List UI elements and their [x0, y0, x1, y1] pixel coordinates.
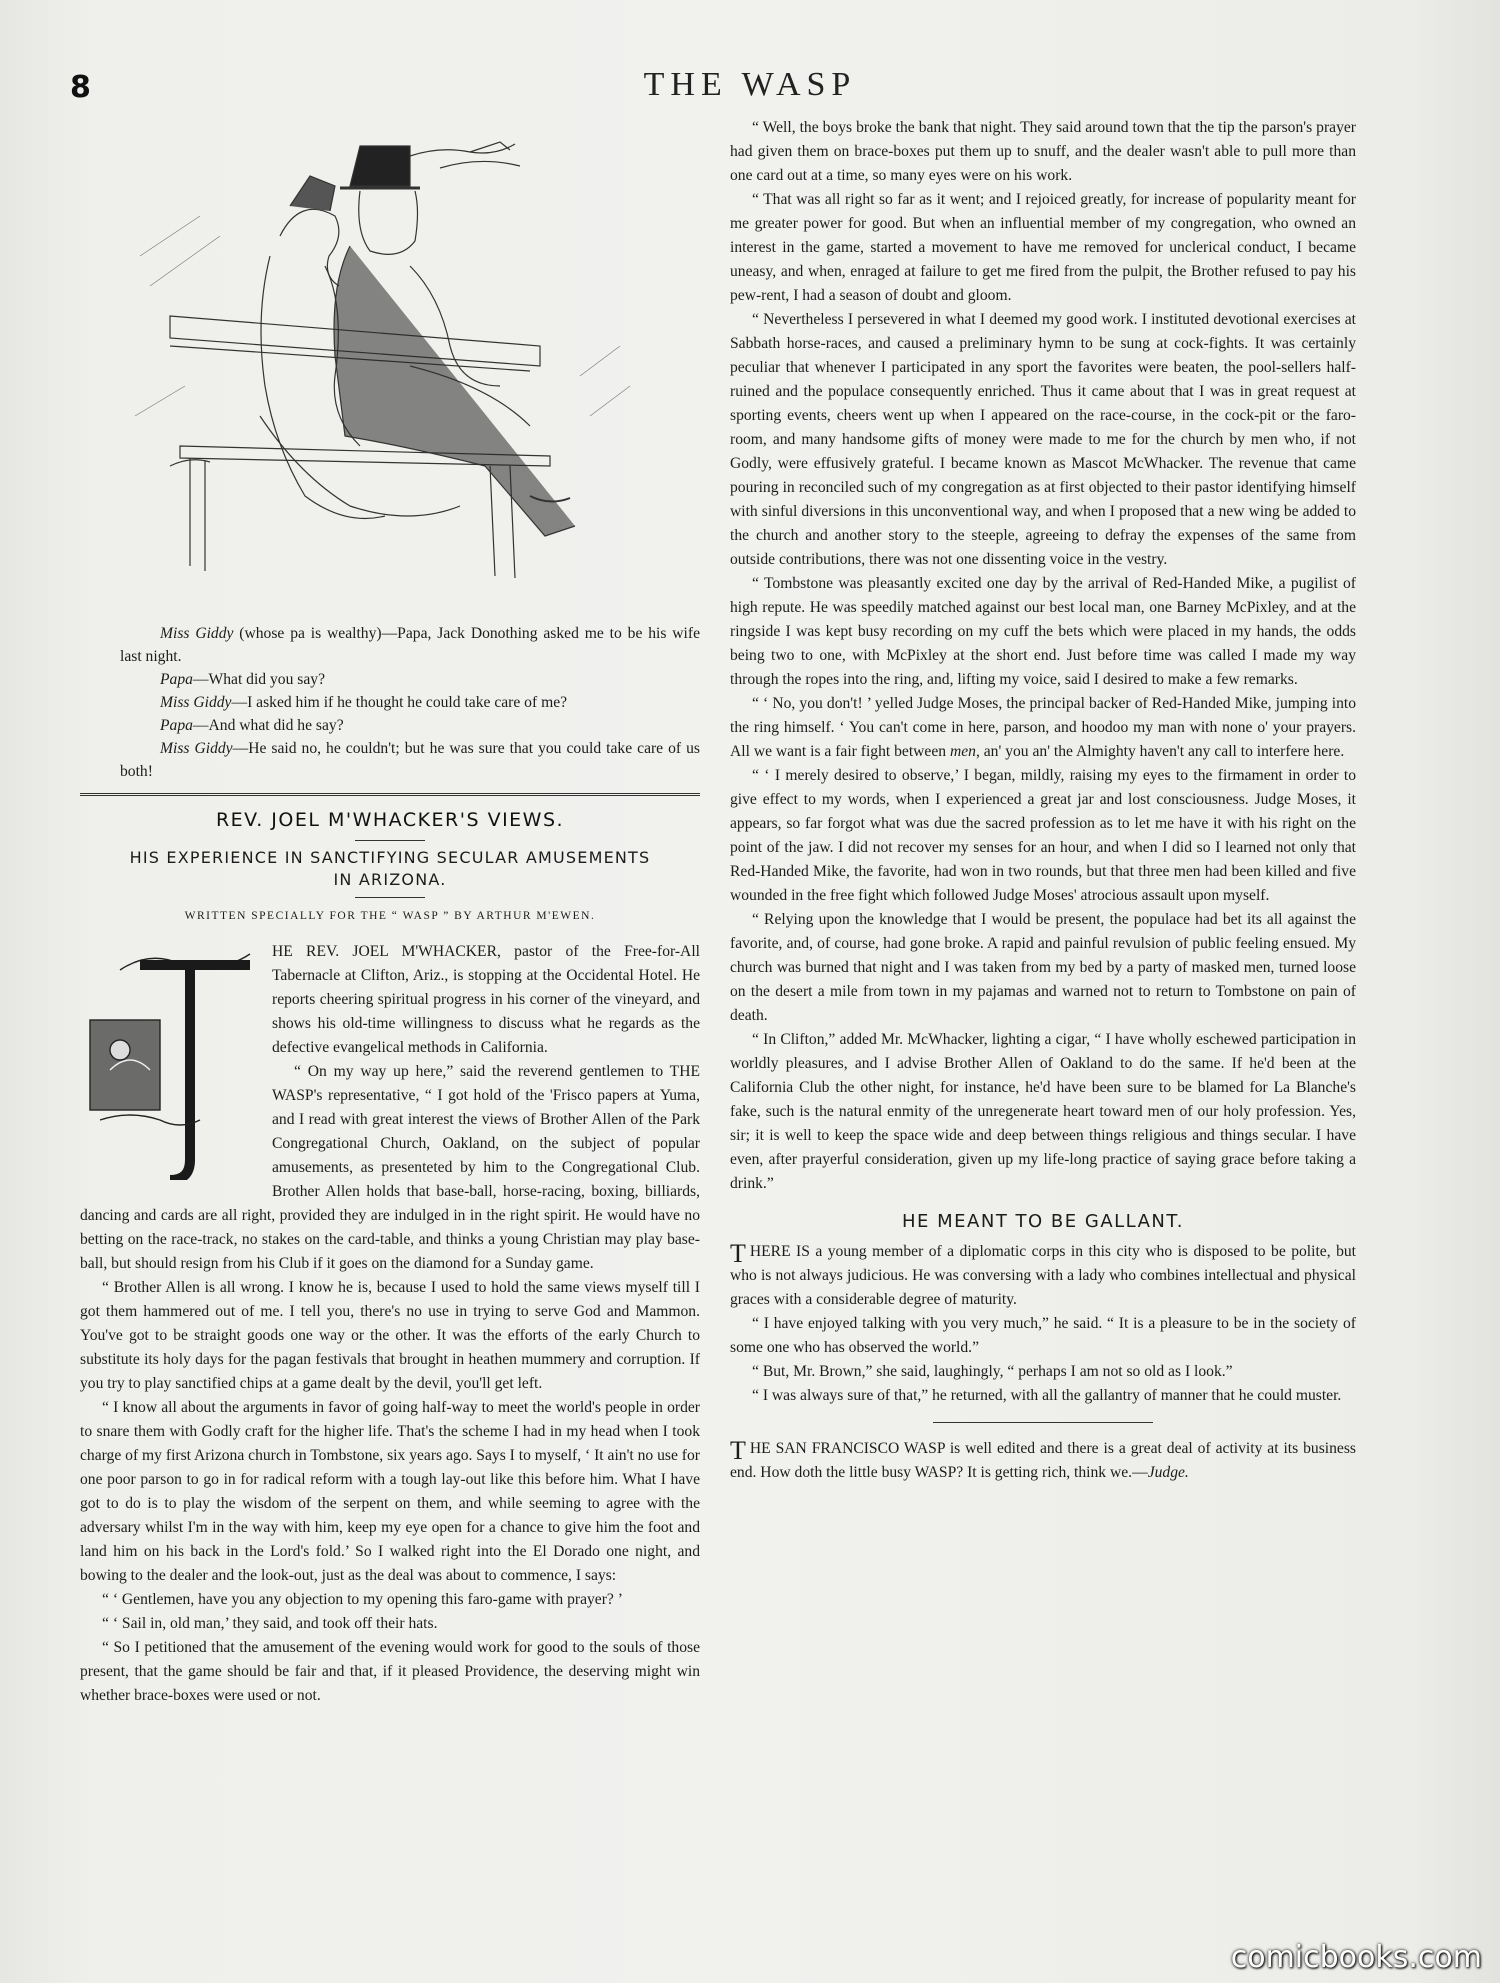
short-divider — [933, 1422, 1153, 1423]
article-paragraph: “ Relying upon the knowledge that I would be present, the populace had bet its all against the favorite, and, of course, had gone broke. A rapid and painful revulsion of public feeling ensued. My church was burned that night and I was taken from my bed by a party of masked men, turned loose on the desert a mile from town in my pajamas and warned not to return to Tombstone on pain of death. — [730, 911, 1356, 1024]
section-divider — [80, 793, 700, 796]
article-byline: WRITTEN SPECIALLY FOR THE “ WASP ” BY ARTHUR M'EWEN. — [184, 910, 596, 922]
article-paragraph: “ That was all right so far as it went; and I rejoiced greatly, for increase of popularity meant for me greater power for good. But when an influential member of my congregation, who owned an interest in the game, started a movement to have me removed for unclerical conduct, I became uneasy, and when, enraged at failure to get me fired from the pulpit, the Brother refused to pay his pew-rent, I had a season of doubt and gloom. — [730, 191, 1356, 304]
caption-line-4: Papa—And what did he say? — [160, 717, 344, 734]
gallant-paragraph-text: HERE IS a young member of a diplomatic corps in this city who is disposed to be polite, but who is not always judicious. He was conversing with a lady who combines intellectual and physical graces with a considerable degree of maturity. — [730, 1243, 1356, 1308]
cartoon-caption — [120, 622, 700, 783]
gallant-headline: HE MEANT TO BE GALLANT. — [902, 1211, 1184, 1232]
article-paragraph: “ ‘ No, you don't! ’ yelled Judge Moses, the principal backer of Red-Handed Mike, jumping into the ring himself. ‘ You can't come in here, parson, and hoodoo my man with none o' your prayers. All we want is a fair fight between men, an' you an' the Almighty haven't any call to interfere here. — [730, 695, 1356, 760]
wasp-note-initial: T — [730, 1436, 746, 1465]
decorative-initial-t — [80, 940, 260, 1180]
article-paragraph: “ On my way up here,” said the reverend gentlemen to THE WASP's representative, “ I got hold of the 'Frisco papers at Yuma, and I read with great interest the views of Brother Allen of the Park Congregational Church, Oakland, on the subject of popular amusements, as presenteted by him to the Congregational Club. Brother Allen holds that base-ball, horse-racing, boxing, billiards, dancing and cards are all right, provided they are indulged in in the right spirit. He would have no betting on the race-track, no stakes on the card-table, and thinks a young Christian may play base-ball, but should resign from his Club if it goes on the diamond for a Sunday game. — [80, 1063, 700, 1272]
article-headline: REV. JOEL M'WHACKER'S VIEWS. — [215, 809, 565, 831]
gallant-paragraph: “ But, Mr. Brown,” she said, laughingly, “ perhaps I am not so old as I look.” — [752, 1363, 1233, 1380]
caption-line-1: Miss Giddy (whose pa is wealthy)—Papa, Jack Donothing asked me to be his wife last night. — [120, 625, 700, 665]
gallant-initial: T — [730, 1239, 746, 1268]
wasp-note-text: HE SAN FRANCISCO WASP is well edited and there is a great deal of activity at its business end. How doth the little busy WASP? It is getting rich, think we.—Judge. — [730, 1440, 1356, 1481]
gallant-paragraph — [730, 1240, 1356, 1312]
article-paragraph: “ ‘ Sail in, old man,’ they said, and took off their hats. — [102, 1615, 438, 1632]
article-paragraph: “ Tombstone was pleasantly excited one day by the arrival of Red-Handed Mike, a pugilist of high repute. He was speedily matched against our best local man, one Barney McPixley, and at the ringside I was kept busy recording on my cuff the bets which were placed in my hands, the odds being two to one, with McPixley at the short end. Just before time was called I made my way through the ropes into the ring, and, lifting my voice, said I desired to make a few remarks. — [730, 575, 1356, 688]
caption-line-5: Miss Giddy—He said no, he couldn't; but he was sure that you could take care of us both! — [120, 740, 700, 780]
wasp-note — [730, 1437, 1356, 1485]
left-column — [80, 116, 700, 1708]
article-paragraph: “ Well, the boys broke the bank that night. They said around town that the tip the parson's prayer had given them on brace-boxes put them up to snuff, and the dealer wasn't able to pull more than one card out at a time, so many eyes were on his work. — [730, 119, 1356, 184]
article-paragraph: “ Brother Allen is all wrong. I know he is, because I used to hold the same views myself till I got them hammered out of me. I tell you, there's no use in trying to serve God and Mammon. You've got to be straight goods one way or the other. It was the efforts of the early Church to substitute its holy days for the pagan festivals that brought in heathen mummery and corruption. If you try to play sanctified chips at a game dealt by the devil, you'll get left. — [80, 1279, 700, 1392]
watermark: comicbooks.com — [1230, 1940, 1482, 1975]
article-paragraph: “ Nevertheless I persevered in what I deemed my good work. I instituted devotional exercises at Sabbath horse-races, and caused a preliminary hymn to be sung at cock-fights. It was certainly peculiar that whenever I participated in any sport the favorites were beaten, the pool-sellers half-ruined and the populace consequently enriched. Thus it came about that I was in great request at sporting events, cheers went up when I appeared on the race-course, in the cock-pit or the faro-room, and many handsome gifts of money were made to me for the church by men who, if not Godly, were effusively grateful. I became known as Mascot McWhacker. The revenue that came pouring in reconciled such of my congregation as at first objected to their pastor identifying himself with sinful diversions in this unconventional way, and when I proposed that a new wing be added to the church and another story to the steeple, agreeing to defray the expenses of the same from outside contributions, there was not one dissenting voice in the vestry. — [730, 311, 1356, 568]
article-paragraph: “ So I petitioned that the amusement of the evening would work for good to the souls of those present, that the game should be fair and that, if it pleased Providence, the deserving might win whether brace-boxes were used or not. — [80, 1639, 700, 1704]
caption-line-3: Miss Giddy—I asked him if he thought he could take care of me? — [160, 694, 568, 711]
article-paragraph: “ In Clifton,” added Mr. McWhacker, lighting a cigar, “ I have wholly eschewed participation in worldly pleasures, and I advise Brother Allen of Oakland to do the same. If he'd been at the California Club the other night, for instance, he'd have been sure to be blamed for La Blanche's fake, such is the natural enmity of the unregenerate heart toward men of our holy profession. Yes, sir; it is well to keep the space wide and deep between things religious and things secular. I have even, after prayerful consideration, given up my life-long practice of saying grace before taking a drink.” — [730, 1031, 1356, 1192]
cartoon-illustration — [110, 116, 670, 606]
caption-line-2: Papa—What did you say? — [160, 671, 326, 688]
article-paragraph: “ ‘ Gentlemen, have you any objection to my opening this faro-game with prayer? ’ — [102, 1591, 623, 1608]
right-column — [730, 116, 1356, 1485]
masthead-title: THE WASP — [643, 66, 857, 103]
gallant-paragraph: “ I have enjoyed talking with you very much,” he said. “ It is a pleasure to be in the society of some one who has observed the world.” — [730, 1315, 1356, 1356]
article-paragraph: “ ‘ I merely desired to observe,’ I began, mildly, raising my eyes to the firmament in order to give effect to my words, when I experienced a great jar and lost consciousness. Judge Moses, it appears, so far forgot what was due the sacred profession as to let me have it with his right on the point of the jaw. I did not recover my senses for an hour, and when I did so I learned not only that Red-Handed Mike, the favorite, had won in two rounds, but that three men had been killed and five wounded in the free fight which followed Judge Moses' atrocious assault upon myself. — [730, 767, 1356, 904]
headline-rule — [355, 840, 425, 841]
gallant-paragraph: “ I was always sure of that,” he returned, with all the gallantry of manner that he could muster. — [752, 1387, 1342, 1404]
article-paragraph: HE REV. JOEL M'WHACKER, pastor of the Free-for-All Tabernacle at Clifton, Ariz., is stopping at the Occidental Hotel. He reports cheering spiritual progress in his corner of the vineyard, and shows his old-time willingness to discuss what he regards as the defective evangelical methods in California. — [272, 943, 700, 1056]
article-paragraph: “ I know all about the arguments in favor of going half-way to meet the world's people in order to snare them with Godly craft for the higher life. That's the scheme I had in my head when I took charge of my first Arizona church in Tombstone, six years ago. Says I to myself, ‘ It ain't no use for one poor parson to go in for radical reform with a tough lay-out like this before him. What I have got to do is to play the wisdom of the serpent on them, and while seeming to agree with the adversary whilst I'm in the way with him, keep my eye open for a chance to give him the foot and land him on his back in the Lord's fold.’ So I walked right into the El Dorado one night, and bowing to the dealer and the look-out, just as the deal was about to commence, I says: — [80, 1399, 700, 1584]
page-number: 8 — [70, 70, 91, 105]
article-subhead: HIS EXPERIENCE IN SANCTIFYING SECULAR AMUSEMENTS IN ARIZONA. — [129, 848, 651, 889]
subhead-rule — [355, 897, 425, 898]
